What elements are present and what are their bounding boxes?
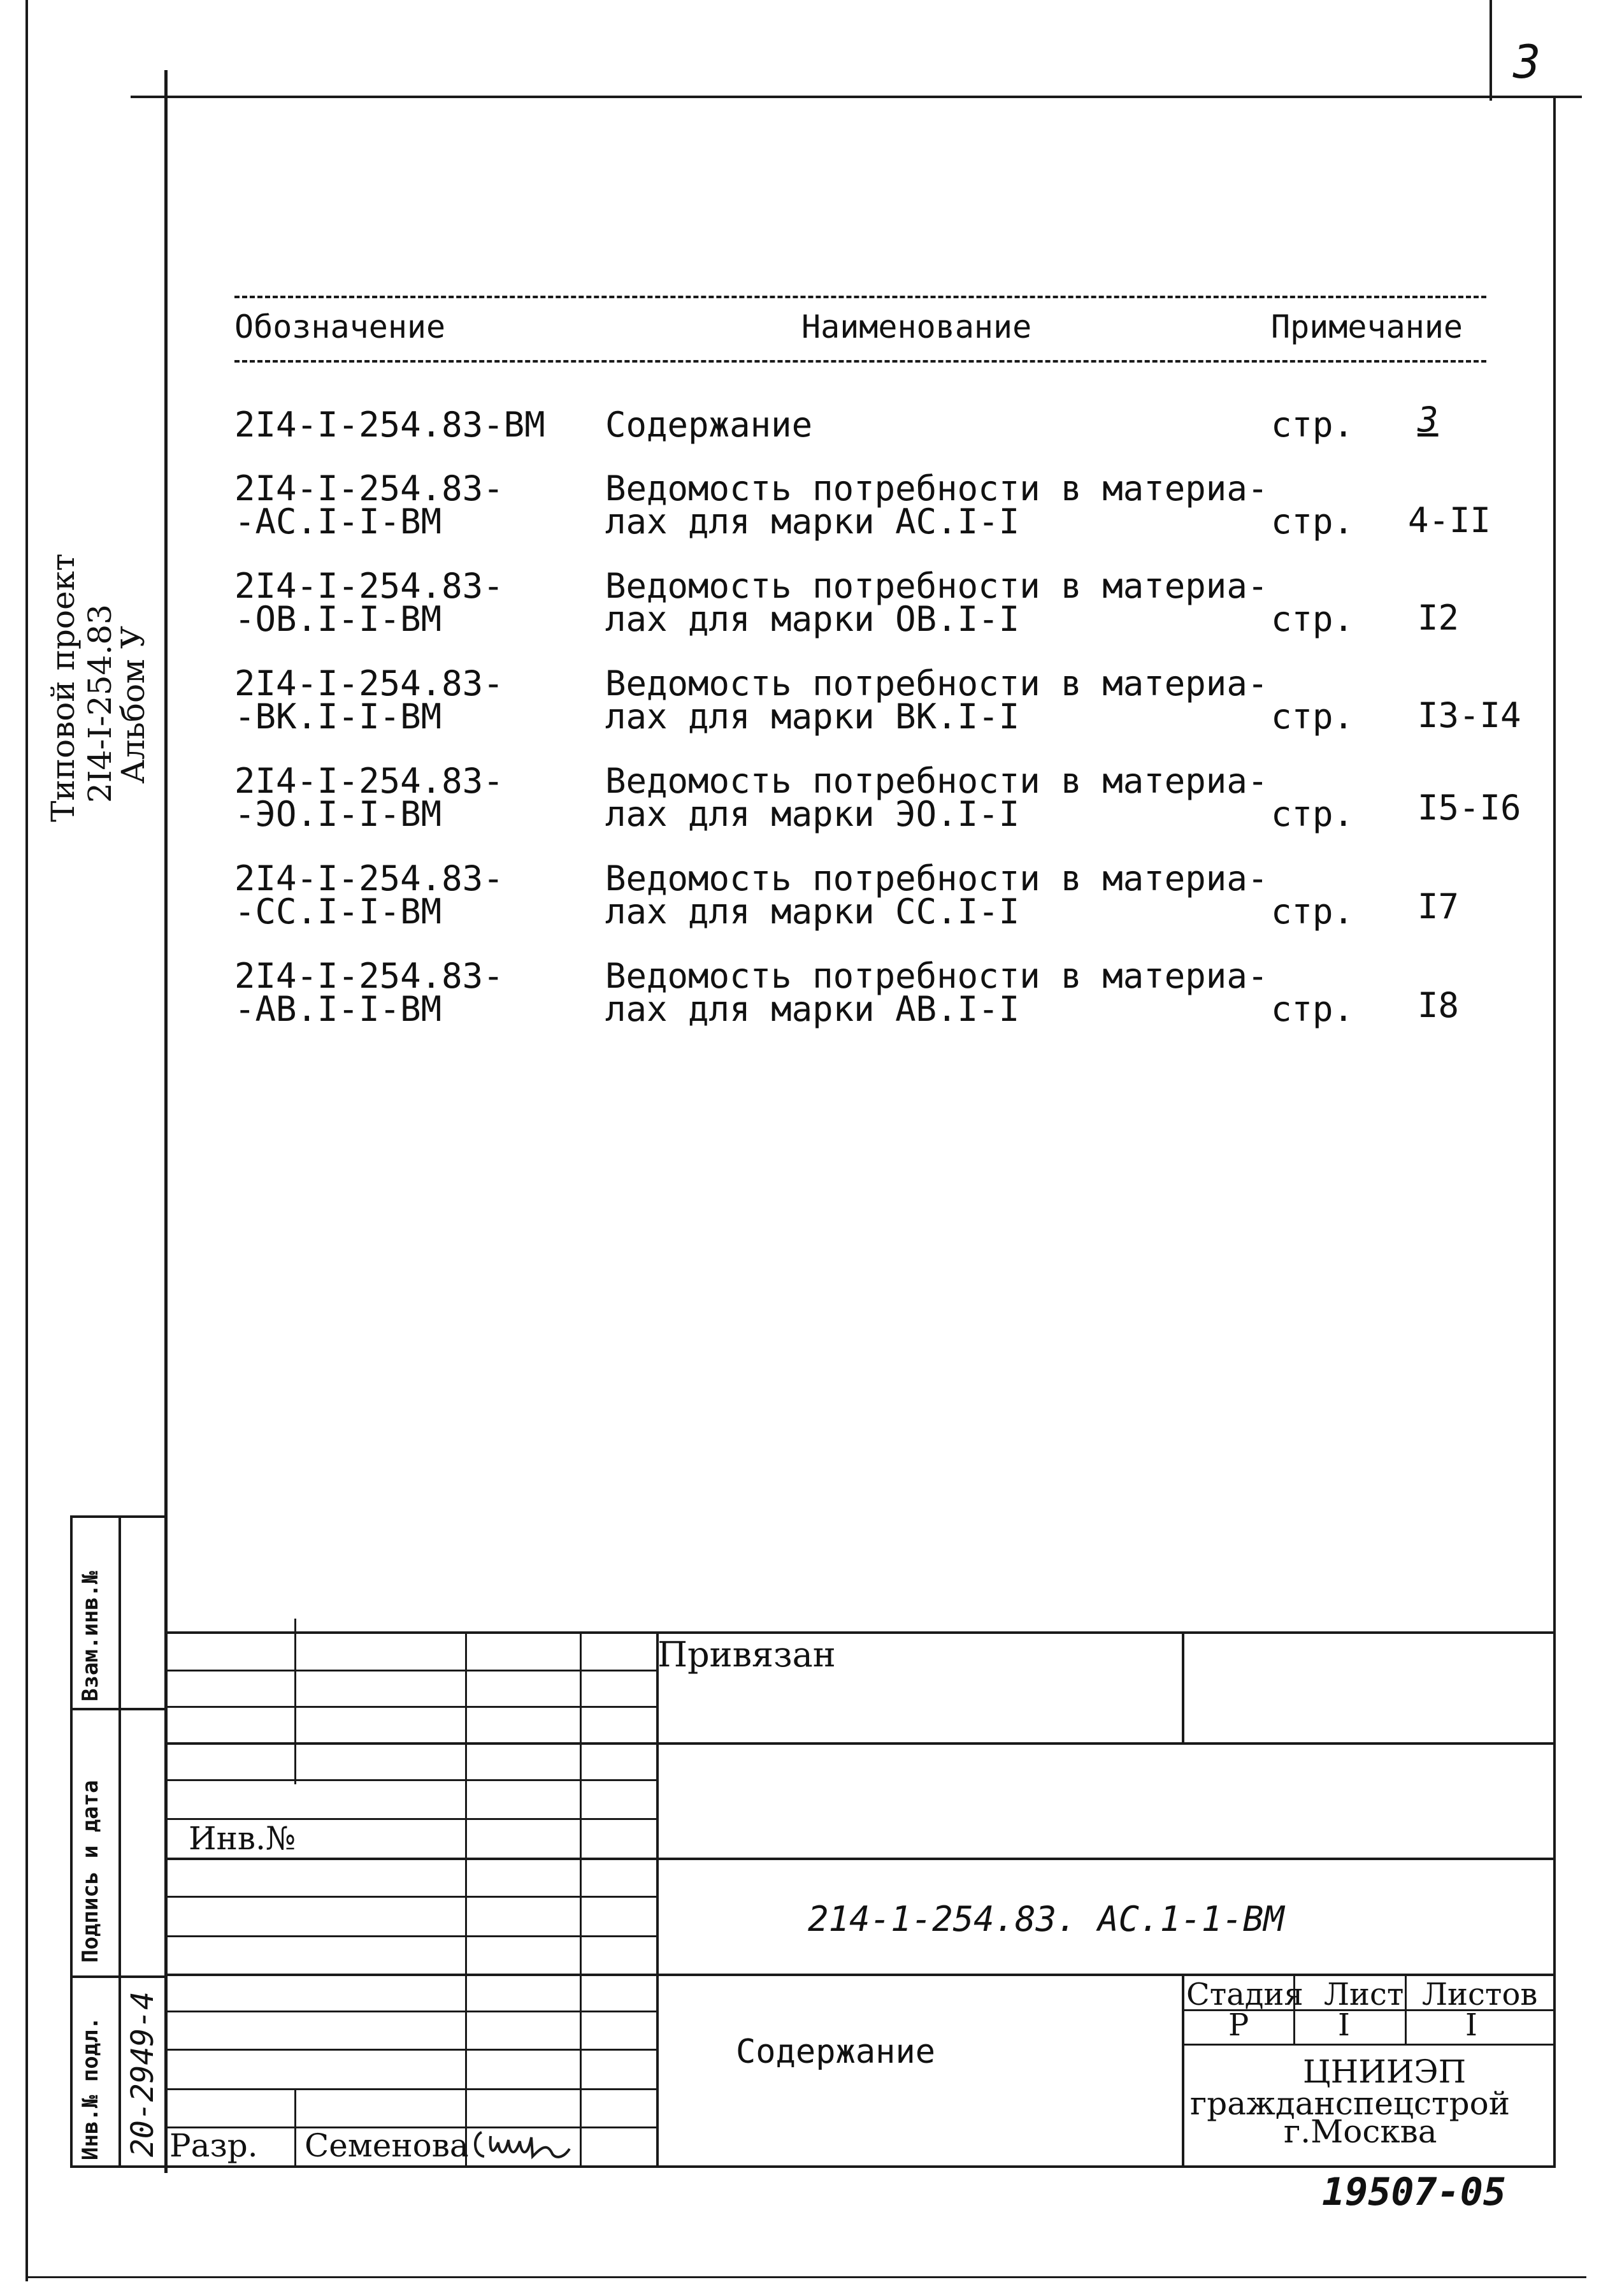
razr-label: Разр. xyxy=(169,2127,258,2164)
row-unit: стр. xyxy=(1271,892,1354,932)
razr-signature xyxy=(470,2123,577,2167)
row-name-cont: лах для марки ВК.I-I xyxy=(605,697,1020,737)
row-code: 2I4-I-254.83-ВМ xyxy=(234,405,545,445)
stage-label: Стадия xyxy=(1186,1977,1303,2012)
org-line1: ЦНИИЭП xyxy=(1303,2053,1467,2090)
tb-v3 xyxy=(580,1631,582,2167)
row-code: 2I4-I-254.83- xyxy=(234,761,504,801)
stamp-sep-1 xyxy=(70,1708,166,1710)
bottom-edge-line xyxy=(25,2276,1586,2278)
inv-podl-label: Инв.№ подл. xyxy=(78,2016,103,2160)
row-code-cont: -ОВ.I-I-ВМ xyxy=(234,599,442,639)
sheet-label: Лист xyxy=(1324,1977,1404,2012)
vzam-inv-label: Взам.инв.№ xyxy=(78,1571,103,1701)
tb-h6 xyxy=(166,1858,1554,1860)
header-bottom-rule xyxy=(234,360,1486,363)
row-code-cont: -АС.I-I-ВМ xyxy=(234,502,442,542)
header-note: Примечание xyxy=(1271,308,1463,345)
side-title-line1: Типовой проект xyxy=(45,553,82,822)
row-code-cont: -ВК.I-I-ВМ xyxy=(234,697,442,737)
org-line2: гражданспецстрой xyxy=(1190,2085,1511,2122)
tb-v2 xyxy=(465,1631,467,2167)
tb-h7 xyxy=(166,1896,656,1898)
page-corner-divider xyxy=(1490,0,1492,101)
row-unit: стр. xyxy=(1271,989,1354,1029)
stamp-top-line xyxy=(70,1515,166,1518)
row-unit: стр. xyxy=(1271,502,1354,542)
row-name: Содержание xyxy=(605,405,813,445)
row-code-cont: -АВ.I-I-ВМ xyxy=(234,989,442,1029)
row-name-cont: лах для марки СС.I-I xyxy=(605,892,1020,932)
tb-h4 xyxy=(166,1779,656,1781)
tb-h3 xyxy=(166,1742,1554,1745)
doc-code: 214-1-254.83. АС.1-1-ВМ xyxy=(808,1899,1284,1939)
tb-h2 xyxy=(166,1706,656,1708)
row-page: 4-II xyxy=(1408,500,1491,540)
row-page: I8 xyxy=(1418,985,1460,1025)
stamp-inner-divider xyxy=(118,1515,121,2168)
row-name: Ведомость потребности в материа- xyxy=(605,761,1268,801)
side-title-line2: 2I4-I-254.83 xyxy=(82,604,118,803)
org-line3: г.Москва xyxy=(1284,2113,1437,2150)
row-name: Ведомость потребности в материа- xyxy=(605,956,1268,996)
row-name-cont: лах для марки АВ.I-I xyxy=(605,989,1020,1029)
row-code-cont: -ЭО.I-I-ВМ xyxy=(234,794,442,834)
tb-h9 xyxy=(166,1974,1554,1976)
row-name-cont: лах для марки ЭО.I-I xyxy=(605,794,1020,834)
row-name-cont: лах для марки АС.I-I xyxy=(605,502,1020,542)
stage-value: Р xyxy=(1228,2007,1249,2043)
tb-top xyxy=(166,1631,1554,1634)
row-code-cont: -СС.I-I-ВМ xyxy=(234,892,442,932)
sheets-value: I xyxy=(1465,2007,1477,2043)
stamp-sep-2 xyxy=(70,1975,166,1978)
row-code: 2I4-I-254.83- xyxy=(234,956,504,996)
bottom-frame-line xyxy=(70,2165,1556,2168)
row-page: 3 xyxy=(1418,400,1439,440)
archive-number: 19507-05 xyxy=(1322,2170,1506,2214)
side-title-line3: Альбом У xyxy=(115,626,152,784)
tb-h1 xyxy=(166,1670,656,1671)
row-name: Ведомость потребности в материа- xyxy=(605,468,1268,509)
row-code: 2I4-I-254.83- xyxy=(234,663,504,704)
row-unit: стр. xyxy=(1271,794,1354,834)
header-designation: Обозначение xyxy=(234,308,446,345)
sheet-value: I xyxy=(1338,2007,1350,2043)
top-frame-line xyxy=(131,96,1582,98)
row-page: I7 xyxy=(1418,886,1460,927)
row-page: I2 xyxy=(1418,598,1460,638)
tb-v6 xyxy=(1182,1631,1184,1744)
podpis-data-label: Подпись и дата xyxy=(78,1780,103,1963)
privyazan-label: Привязан xyxy=(657,1635,836,1675)
row-code: 2I4-I-254.83- xyxy=(234,468,504,509)
sheet-title: Содержание xyxy=(736,2033,936,2071)
header-top-rule xyxy=(234,296,1486,298)
tb-h11 xyxy=(166,2049,656,2051)
tb-v7 xyxy=(1182,1974,1184,2167)
row-page: I5-I6 xyxy=(1418,788,1521,828)
row-unit: стр. xyxy=(1271,405,1354,445)
stamp-outer-left xyxy=(70,1515,73,2168)
razr-name: Семенова xyxy=(305,2127,469,2164)
row-name: Ведомость потребности в материа- xyxy=(605,858,1268,899)
tb-v9 xyxy=(1405,1974,1407,2045)
outer-left-edge xyxy=(25,0,28,2281)
tb-v4 xyxy=(656,1631,659,2167)
inv-no-label: Инв.№ xyxy=(189,1820,296,1857)
row-code: 2I4-I-254.83- xyxy=(234,858,504,899)
row-code: 2I4-I-254.83- xyxy=(234,566,504,606)
tb-v5 xyxy=(294,2088,296,2167)
row-name-cont: лах для марки ОВ.I-I xyxy=(605,599,1020,639)
row-name: Ведомость потребности в материа- xyxy=(605,663,1268,704)
sheets-label: Листов xyxy=(1422,1977,1538,2012)
tb-v1 xyxy=(294,1619,296,1784)
tb-stage-h2 xyxy=(1184,2044,1553,2046)
row-unit: стр. xyxy=(1271,599,1354,639)
page-number: 3 xyxy=(1513,35,1541,89)
row-page: I3-I4 xyxy=(1418,695,1521,735)
tb-h12 xyxy=(166,2088,656,2090)
inv-podl-value: 20-2949-4 xyxy=(125,1991,161,2157)
tb-h8 xyxy=(166,1935,656,1937)
tb-h10 xyxy=(166,2011,656,2012)
header-name: Наименование xyxy=(801,308,1032,345)
row-unit: стр. xyxy=(1271,697,1354,737)
row-name: Ведомость потребности в материа- xyxy=(605,566,1268,606)
right-frame-line xyxy=(1553,96,1556,2167)
